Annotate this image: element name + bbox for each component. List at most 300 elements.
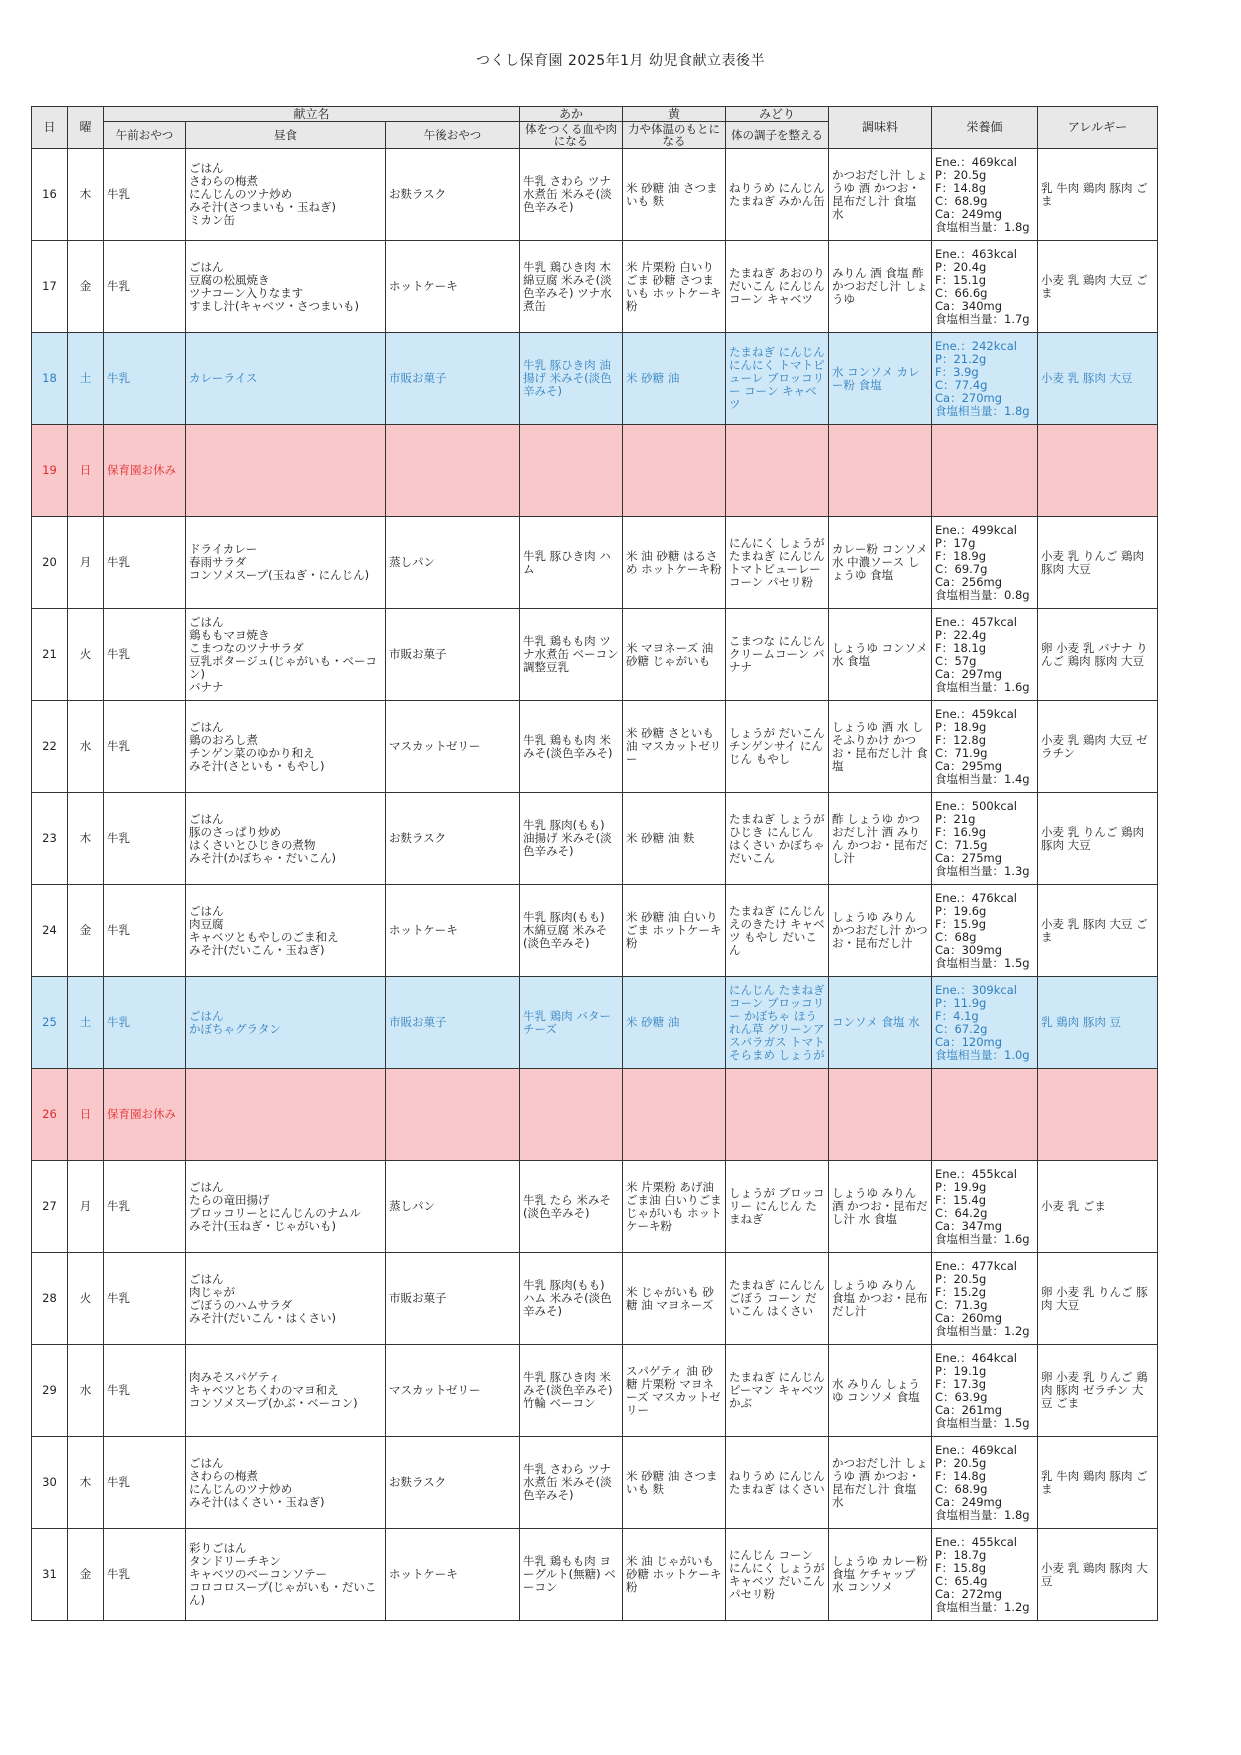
lunch-dish: ごはん — [189, 1271, 224, 1286]
nutrition-cell — [932, 1529, 1038, 1621]
lunch-dish: カレーライス — [189, 371, 258, 385]
midori-cell: たまねぎ しょうが ひじき にんじん はくさい かぼちゃ だいこん — [726, 793, 829, 885]
header-pm-snack: 午後おやつ — [386, 122, 520, 149]
pm-snack-cell: 市販お菓子 — [386, 333, 520, 425]
nutrition-line: F：17.3g — [935, 1376, 987, 1391]
allergy-cell — [1038, 1069, 1158, 1161]
day-cell: 26 — [32, 1069, 68, 1161]
menu-row — [32, 977, 1158, 1069]
lunch-dish: ごはん — [189, 719, 224, 734]
weekday-cell: 金 — [68, 1529, 104, 1621]
nutrition-line: C：65.4g — [935, 1573, 988, 1588]
lunch-dish: ごはん — [189, 903, 224, 918]
seasoning-cell: カレー粉 コンソメ 水 中濃ソース しょうゆ 食塩 — [829, 517, 932, 609]
midori-cell: たまねぎ あおのり だいこん にんじん コーン キャベツ — [726, 241, 829, 333]
header-ki-sub: 力や体温のもとになる — [623, 122, 726, 149]
menu-body — [32, 149, 1158, 1621]
lunch-dish: 彩りごはん — [189, 1541, 247, 1555]
nutrition-line: Ene.：476kcal — [935, 890, 1017, 905]
allergy-cell: 乳 牛肉 鶏肉 豚肉 ごま — [1038, 1437, 1158, 1529]
menu-row — [32, 1437, 1158, 1529]
nutrition-line: Ca：249mg — [935, 206, 1003, 221]
lunch-dish: ごはん — [189, 259, 224, 274]
nutrition-line: Ca：295mg — [935, 758, 1003, 773]
ki-cell: 米 砂糖 油 さつまいも 麩 — [623, 1437, 726, 1529]
weekday-cell: 日 — [68, 1069, 104, 1161]
seasoning-cell: しょうゆ コンソメ 水 食塩 — [829, 609, 932, 701]
lunch-cell — [186, 149, 386, 241]
nutrition-line: Ca：275mg — [935, 850, 1003, 865]
lunch-dish: 肉みそスパゲティ — [189, 1370, 281, 1384]
day-cell: 24 — [32, 885, 68, 977]
lunch-cell — [186, 1345, 386, 1437]
am-snack-cell: 牛乳 — [104, 701, 186, 793]
nutrition-line: P：18.9g — [935, 719, 987, 734]
nutrition-line: F：18.1g — [935, 640, 987, 655]
am-snack-cell: 牛乳 — [104, 333, 186, 425]
weekday-cell: 木 — [68, 149, 104, 241]
day-cell: 29 — [32, 1345, 68, 1437]
menu-row — [32, 793, 1158, 885]
lunch-dish: キャベツともやしのごま和え — [189, 929, 339, 944]
header-am-snack: 午前おやつ — [104, 122, 186, 149]
nutrition-line: F：16.9g — [935, 824, 987, 839]
weekday-cell: 金 — [68, 885, 104, 977]
nutrition-line: P：20.5g — [935, 1455, 987, 1470]
ki-cell — [623, 425, 726, 517]
lunch-dish: 豆乳ポタージュ(じゃがいも・ベーコン) — [189, 653, 378, 681]
midori-cell: たまねぎ にんじん にんにく トマトピューレ ブロッコリー コーン キャベツ — [726, 333, 829, 425]
nutrition-line: Ca：340mg — [935, 298, 1003, 313]
weekday-cell: 土 — [68, 333, 104, 425]
midori-cell: にんじん コーン にんにく しょうが キャベツ だいこん パセリ粉 — [726, 1529, 829, 1621]
nutrition-line: Ene.：309kcal — [935, 982, 1017, 997]
day-cell: 25 — [32, 977, 68, 1069]
allergy-cell: 卵 小麦 乳 りんご 豚肉 大豆 — [1038, 1253, 1158, 1345]
nutrition-cell — [932, 1437, 1038, 1529]
lunch-cell — [186, 701, 386, 793]
weekday-cell: 火 — [68, 609, 104, 701]
menu-row — [32, 701, 1158, 793]
am-snack-cell: 牛乳 — [104, 1529, 186, 1621]
aka-cell: 牛乳 豚ひき肉 米みそ(淡色辛みそ) 竹輪 ベーコン — [520, 1345, 623, 1437]
aka-cell: 牛乳 さわら ツナ水煮缶 米みそ(淡色辛みそ) — [520, 1437, 623, 1529]
lunch-dish: 肉じゃが — [189, 1284, 235, 1299]
pm-snack-cell: ホットケーキ — [386, 241, 520, 333]
lunch-dish: ツナコーン入りなます — [189, 285, 304, 300]
weekday-cell: 月 — [68, 1161, 104, 1253]
seasoning-cell: しょうゆ 酒 水 しそふりかけ かつお・昆布だし汁 食塩 — [829, 701, 932, 793]
lunch-dish: にんじんのツナ炒め — [189, 1481, 293, 1496]
nutrition-cell — [932, 609, 1038, 701]
aka-cell — [520, 1069, 623, 1161]
nutrition-line: C：66.6g — [935, 285, 988, 300]
lunch-cell — [186, 1437, 386, 1529]
lunch-cell — [186, 241, 386, 333]
allergy-cell: 小麦 乳 豚肉 大豆 ごま — [1038, 885, 1158, 977]
aka-cell: 牛乳 たら 米みそ(淡色辛みそ) — [520, 1161, 623, 1253]
nutrition-line: C：77.4g — [935, 377, 988, 392]
lunch-dish: こまつなのツナサラダ — [189, 640, 304, 655]
nutrition-cell — [932, 793, 1038, 885]
menu-row — [32, 333, 1158, 425]
lunch-dish: みそ汁(だいこん・はくさい) — [189, 1310, 336, 1325]
menu-row — [32, 425, 1158, 517]
menu-table — [31, 106, 1158, 1621]
nutrition-line: F：15.1g — [935, 272, 987, 287]
nutrition-line: Ca：347mg — [935, 1218, 1003, 1233]
ki-cell: 米 砂糖 さといも 油 マスカットゼリー — [623, 701, 726, 793]
am-snack-cell: 牛乳 — [104, 1345, 186, 1437]
allergy-cell: 小麦 乳 鶏肉 大豆 ゼラチン — [1038, 701, 1158, 793]
weekday-cell: 水 — [68, 701, 104, 793]
lunch-dish: 豆腐の松風焼き — [189, 272, 270, 287]
nutrition-line: P：19.1g — [935, 1363, 987, 1378]
nutrition-line: Ene.：477kcal — [935, 1258, 1017, 1273]
nutrition-line: F：15.2g — [935, 1284, 987, 1299]
aka-cell: 牛乳 鶏肉 バター チーズ — [520, 977, 623, 1069]
weekday-cell: 月 — [68, 517, 104, 609]
lunch-dish: みそ汁(かぼちゃ・だいこん) — [189, 850, 336, 865]
nutrition-line: Ca：260mg — [935, 1310, 1003, 1325]
nutrition-cell — [932, 149, 1038, 241]
nutrition-line: C：57g — [935, 653, 977, 668]
lunch-dish: コロコロスープ(じゃがいも・だいこん) — [189, 1580, 377, 1607]
lunch-cell — [186, 1529, 386, 1621]
lunch-dish: さわらの梅煮 — [189, 1468, 258, 1483]
nutrition-line: C：71.3g — [935, 1297, 988, 1312]
nutrition-line: Ca：256mg — [935, 574, 1003, 589]
aka-cell: 牛乳 鶏もも肉 ツナ水煮缶 ベーコン 調整豆乳 — [520, 609, 623, 701]
seasoning-cell: かつおだし汁 しょうゆ 酒 かつお・昆布だし汁 食塩 水 — [829, 1437, 932, 1529]
nutrition-line: C：71.9g — [935, 745, 988, 760]
am-snack-cell: 牛乳 — [104, 1253, 186, 1345]
header-day: 日 — [32, 107, 68, 149]
seasoning-cell: しょうゆ カレー粉 食塩 ケチャップ 水 コンソメ — [829, 1529, 932, 1621]
weekday-cell: 水 — [68, 1345, 104, 1437]
lunch-dish: にんじんのツナ炒め — [189, 187, 293, 201]
nutrition-line: Ca：261mg — [935, 1402, 1003, 1417]
nutrition-cell — [932, 1345, 1038, 1437]
nutrition-line: F：12.8g — [935, 732, 987, 747]
am-snack-cell: 牛乳 — [104, 517, 186, 609]
allergy-cell — [1038, 425, 1158, 517]
aka-cell: 牛乳 鶏もも肉 米みそ(淡色辛みそ) — [520, 701, 623, 793]
lunch-dish: 鶏ももマヨ焼き — [189, 627, 270, 642]
lunch-dish: ごはん — [189, 161, 224, 175]
nutrition-line: Ene.：463kcal — [935, 246, 1017, 261]
weekday-cell: 日 — [68, 425, 104, 517]
lunch-dish: はくさいとひじきの煮物 — [189, 837, 316, 852]
nutrition-line: 食塩相当量：1.5g — [935, 955, 1030, 970]
nutrition-line: Ca：120mg — [935, 1034, 1003, 1049]
am-snack-cell: 牛乳 — [104, 793, 186, 885]
lunch-dish: 豚のさっぱり炒め — [189, 824, 281, 839]
seasoning-cell: しょうゆ みりん かつおだし汁 かつお・昆布だし汁 — [829, 885, 932, 977]
allergy-cell: 小麦 乳 鶏肉 大豆 ごま — [1038, 241, 1158, 333]
nutrition-line: F：14.8g — [935, 180, 987, 195]
ki-cell: 米 マヨネーズ 油 砂糖 じゃがいも — [623, 609, 726, 701]
nutrition-line: P：21.2g — [935, 351, 987, 366]
lunch-dish: タンドリーチキン — [189, 1554, 281, 1568]
allergy-cell: 乳 鶏肉 豚肉 豆 — [1038, 977, 1158, 1069]
pm-snack-cell — [386, 1069, 520, 1161]
lunch-dish: ごはん — [189, 1179, 224, 1194]
lunch-dish: ごぼうのハムサラダ — [189, 1297, 293, 1312]
lunch-cell — [186, 333, 386, 425]
nutrition-line: F：15.9g — [935, 916, 987, 931]
menu-row — [32, 241, 1158, 333]
nutrition-cell — [932, 241, 1038, 333]
lunch-dish: みそ汁(はくさい・玉ねぎ) — [189, 1494, 325, 1509]
nutrition-line: F：4.1g — [935, 1008, 979, 1023]
lunch-cell — [186, 1069, 386, 1161]
nutrition-line: Ene.：459kcal — [935, 706, 1017, 721]
pm-snack-cell: マスカットゼリー — [386, 1345, 520, 1437]
aka-cell: 牛乳 豚肉(もも) 油揚げ 米みそ(淡色辛みそ) — [520, 793, 623, 885]
am-snack-cell: 牛乳 — [104, 609, 186, 701]
weekday-cell: 金 — [68, 241, 104, 333]
aka-cell: 牛乳 さわら ツナ水煮缶 米みそ(淡色辛みそ) — [520, 149, 623, 241]
header-seasoning: 調味料 — [829, 107, 932, 149]
nutrition-line: C：68.9g — [935, 1481, 988, 1496]
nutrition-line: P：20.4g — [935, 259, 987, 274]
day-cell: 23 — [32, 793, 68, 885]
day-cell: 20 — [32, 517, 68, 609]
nutrition-line: C：63.9g — [935, 1389, 988, 1404]
am-snack-cell: 牛乳 — [104, 1161, 186, 1253]
day-cell: 19 — [32, 425, 68, 517]
nutrition-cell — [932, 885, 1038, 977]
nutrition-line: F：15.8g — [935, 1560, 987, 1575]
header-midori-sub: 体の調子を整える — [726, 122, 829, 149]
pm-snack-cell: お麩ラスク — [386, 149, 520, 241]
allergy-cell: 小麦 乳 豚肉 大豆 — [1038, 333, 1158, 425]
midori-cell: ねりうめ にんじん たまねぎ はくさい — [726, 1437, 829, 1529]
nutrition-line: 食塩相当量：1.2g — [935, 1599, 1030, 1614]
seasoning-cell — [829, 1069, 932, 1161]
lunch-dish: さわらの梅煮 — [189, 174, 258, 188]
lunch-dish: コンソメスープ(玉ねぎ・にんじん) — [189, 568, 370, 582]
am-snack-cell: 牛乳 — [104, 1437, 186, 1529]
nutrition-line: 食塩相当量：0.8g — [935, 587, 1030, 602]
menu-row — [32, 1069, 1158, 1161]
lunch-dish: みそ汁(さといも・もやし) — [189, 758, 325, 773]
nutrition-line: Ene.：457kcal — [935, 614, 1017, 629]
nutrition-line: Ca：249mg — [935, 1494, 1003, 1509]
midori-cell: たまねぎ にんじん ピーマン キャベツ かぶ — [726, 1345, 829, 1437]
nutrition-line: P：22.4g — [935, 627, 987, 642]
menu-row — [32, 1529, 1158, 1621]
ki-cell: 米 油 砂糖 はるさめ ホットケーキ粉 — [623, 517, 726, 609]
menu-row — [32, 1345, 1158, 1437]
lunch-dish: ごはん — [189, 811, 224, 826]
nutrition-cell — [932, 517, 1038, 609]
header-aka: あか — [520, 107, 623, 122]
lunch-dish: たらの竜田揚げ — [189, 1192, 270, 1207]
am-snack-cell: 保育園お休み — [104, 1069, 186, 1161]
am-snack-cell: 牛乳 — [104, 885, 186, 977]
aka-cell: 牛乳 豚ひき肉 油揚げ 米みそ(淡色辛みそ) — [520, 333, 623, 425]
seasoning-cell: 酢 しょうゆ かつおだし汁 酒 みりん かつお・昆布だし汁 — [829, 793, 932, 885]
nutrition-line: Ca：309mg — [935, 942, 1003, 957]
menu-row — [32, 885, 1158, 977]
ki-cell: 米 じゃがいも 砂糖 油 マヨネーズ — [623, 1253, 726, 1345]
lunch-cell — [186, 609, 386, 701]
nutrition-line: 食塩相当量：1.0g — [935, 1047, 1030, 1062]
nutrition-cell — [932, 1069, 1038, 1161]
nutrition-line: C：71.5g — [935, 837, 988, 852]
am-snack-cell: 牛乳 — [104, 977, 186, 1069]
lunch-dish: 鶏のおろし煮 — [189, 732, 258, 747]
day-cell: 28 — [32, 1253, 68, 1345]
nutrition-line: F：15.4g — [935, 1192, 987, 1207]
nutrition-cell — [932, 977, 1038, 1069]
aka-cell: 牛乳 鶏ひき肉 木綿豆腐 米みそ(淡色辛みそ) ツナ水煮缶 — [520, 241, 623, 333]
nutrition-line: F：18.9g — [935, 548, 987, 563]
nutrition-cell — [932, 701, 1038, 793]
weekday-cell: 木 — [68, 1437, 104, 1529]
aka-cell: 牛乳 豚肉(もも) ハム 米みそ(淡色辛みそ) — [520, 1253, 623, 1345]
day-cell: 31 — [32, 1529, 68, 1621]
aka-cell: 牛乳 豚肉(もも) 木綿豆腐 米みそ(淡色辛みそ) — [520, 885, 623, 977]
weekday-cell: 木 — [68, 793, 104, 885]
allergy-cell: 乳 牛肉 鶏肉 豚肉 ごま — [1038, 149, 1158, 241]
nutrition-line: 食塩相当量：1.8g — [935, 219, 1030, 234]
nutrition-line: F：14.8g — [935, 1468, 987, 1483]
lunch-dish: すまし汁(キャベツ・さつまいも) — [189, 298, 359, 313]
nutrition-line: Ca：270mg — [935, 390, 1003, 405]
aka-cell — [520, 425, 623, 517]
lunch-dish: みそ汁(だいこん・玉ねぎ) — [189, 942, 325, 957]
nutrition-line: P：21g — [935, 811, 976, 826]
ki-cell: 米 片栗粉 白いりごま 砂糖 さつまいも ホットケーキ粉 — [623, 241, 726, 333]
pm-snack-cell: ホットケーキ — [386, 1529, 520, 1621]
seasoning-cell: しょうゆ みりん 酒 かつお・昆布だし汁 水 食塩 — [829, 1161, 932, 1253]
nutrition-line: C：67.2g — [935, 1021, 988, 1036]
seasoning-cell: しょうゆ みりん 食塩 かつお・昆布だし汁 — [829, 1253, 932, 1345]
nutrition-line: P：11.9g — [935, 995, 987, 1010]
midori-cell — [726, 1069, 829, 1161]
lunch-cell — [186, 885, 386, 977]
ki-cell: スパゲティ 油 砂糖 片栗粉 マヨネーズ マスカットゼリー — [623, 1345, 726, 1437]
seasoning-cell — [829, 425, 932, 517]
midori-cell: にんにく しょうが たまねぎ にんじん トマトピューレー コーン パセリ粉 — [726, 517, 829, 609]
nutrition-line: Ca：272mg — [935, 1586, 1003, 1601]
ki-cell: 米 砂糖 油 — [623, 977, 726, 1069]
weekday-cell: 火 — [68, 1253, 104, 1345]
nutrition-line: C：68.9g — [935, 193, 988, 208]
lunch-dish: キャベツとちくわのマヨ和え — [189, 1383, 339, 1397]
ki-cell — [623, 1069, 726, 1161]
lunch-dish: バナナ — [189, 679, 224, 694]
pm-snack-cell: 蒸しパン — [386, 517, 520, 609]
lunch-cell — [186, 425, 386, 517]
am-snack-cell: 保育園お休み — [104, 425, 186, 517]
nutrition-line: Ene.：455kcal — [935, 1534, 1017, 1549]
pm-snack-cell: 市販お菓子 — [386, 609, 520, 701]
menu-row — [32, 1253, 1158, 1345]
nutrition-line: Ene.：242kcal — [935, 338, 1017, 353]
lunch-dish: ドライカレー — [189, 542, 258, 556]
header-aka-sub: 体をつくる血や肉になる — [520, 122, 623, 149]
lunch-dish: ごはん — [189, 614, 224, 629]
nutrition-line: P：19.6g — [935, 903, 987, 918]
midori-cell: こまつな にんじん クリームコーン バナナ — [726, 609, 829, 701]
ki-cell: 米 砂糖 油 麩 — [623, 793, 726, 885]
lunch-cell — [186, 977, 386, 1069]
am-snack-cell: 牛乳 — [104, 241, 186, 333]
pm-snack-cell: 市販お菓子 — [386, 1253, 520, 1345]
pm-snack-cell: マスカットゼリー — [386, 701, 520, 793]
allergy-cell: 卵 小麦 乳 バナナ りんご 鶏肉 豚肉 大豆 — [1038, 609, 1158, 701]
midori-cell — [726, 425, 829, 517]
lunch-dish: コンソメスープ(かぶ・ベーコン) — [189, 1396, 358, 1410]
allergy-cell: 小麦 乳 鶏肉 豚肉 大豆 — [1038, 1529, 1158, 1621]
lunch-dish: かぼちゃグラタン — [189, 1021, 281, 1036]
midori-cell: たまねぎ にんじん ごぼう コーン だいこん はくさい — [726, 1253, 829, 1345]
nutrition-line: P：19.9g — [935, 1179, 987, 1194]
header-lunch: 昼食 — [186, 122, 386, 149]
page-title: つくし保育園 2025年1月 幼児食献立表後半 — [476, 53, 765, 69]
nutrition-line: 食塩相当量：1.8g — [935, 403, 1030, 418]
midori-cell: しょうが ブロッコリー にんじん たまねぎ — [726, 1161, 829, 1253]
lunch-cell — [186, 1161, 386, 1253]
pm-snack-cell — [386, 425, 520, 517]
day-cell: 22 — [32, 701, 68, 793]
ki-cell: 米 油 じゃがいも 砂糖 ホットケーキ粉 — [623, 1529, 726, 1621]
day-cell: 27 — [32, 1161, 68, 1253]
nutrition-line: Ene.：469kcal — [935, 154, 1017, 169]
nutrition-line: C：68g — [935, 929, 977, 944]
day-cell: 17 — [32, 241, 68, 333]
lunch-dish: ごはん — [189, 1455, 224, 1470]
lunch-cell — [186, 517, 386, 609]
nutrition-line: P：17g — [935, 535, 976, 550]
nutrition-line: Ene.：455kcal — [935, 1166, 1017, 1181]
nutrition-line: P：20.5g — [935, 1271, 987, 1286]
nutrition-line: Ene.：499kcal — [935, 522, 1017, 537]
day-cell: 21 — [32, 609, 68, 701]
nutrition-cell — [932, 1253, 1038, 1345]
nutrition-line: 食塩相当量：1.2g — [935, 1323, 1030, 1338]
menu-row — [32, 517, 1158, 609]
day-cell: 18 — [32, 333, 68, 425]
nutrition-line: C：64.2g — [935, 1205, 988, 1220]
ki-cell: 米 砂糖 油 さつまいも 麩 — [623, 149, 726, 241]
midori-cell: しょうが だいこん チンゲンサイ にんじん もやし — [726, 701, 829, 793]
seasoning-cell: コンソメ 食塩 水 — [829, 977, 932, 1069]
lunch-dish: ブロッコリーとにんじんのナムル — [189, 1205, 361, 1220]
nutrition-line: 食塩相当量：1.3g — [935, 863, 1030, 878]
nutrition-line: Ene.：469kcal — [935, 1442, 1017, 1457]
nutrition-line: 食塩相当量：1.6g — [935, 1231, 1030, 1246]
header-dow: 曜 — [68, 107, 104, 149]
seasoning-cell: かつおだし汁 しょうゆ 酒 かつお・昆布だし汁 食塩 水 — [829, 149, 932, 241]
ki-cell: 米 片栗粉 あげ油 ごま油 白いりごま じゃがいも ホットケーキ粉 — [623, 1161, 726, 1253]
seasoning-cell: 水 コンソメ カレー粉 食塩 — [829, 333, 932, 425]
menu-row — [32, 1161, 1158, 1253]
lunch-cell — [186, 1253, 386, 1345]
allergy-cell: 小麦 乳 りんご 鶏肉 豚肉 大豆 — [1038, 517, 1158, 609]
ki-cell: 米 砂糖 油 白いりごま ホットケーキ粉 — [623, 885, 726, 977]
lunch-dish: みそ汁(玉ねぎ・じゃがいも) — [189, 1218, 336, 1233]
nutrition-line: P：18.7g — [935, 1547, 987, 1562]
pm-snack-cell: お麩ラスク — [386, 1437, 520, 1529]
menu-row — [32, 149, 1158, 241]
midori-cell: にんじん たまねぎ コーン ブロッコリー かぼちゃ ほうれん草 グリーンアスパラガス トマト そらまめ しょうが — [726, 977, 829, 1069]
pm-snack-cell: 蒸しパン — [386, 1161, 520, 1253]
